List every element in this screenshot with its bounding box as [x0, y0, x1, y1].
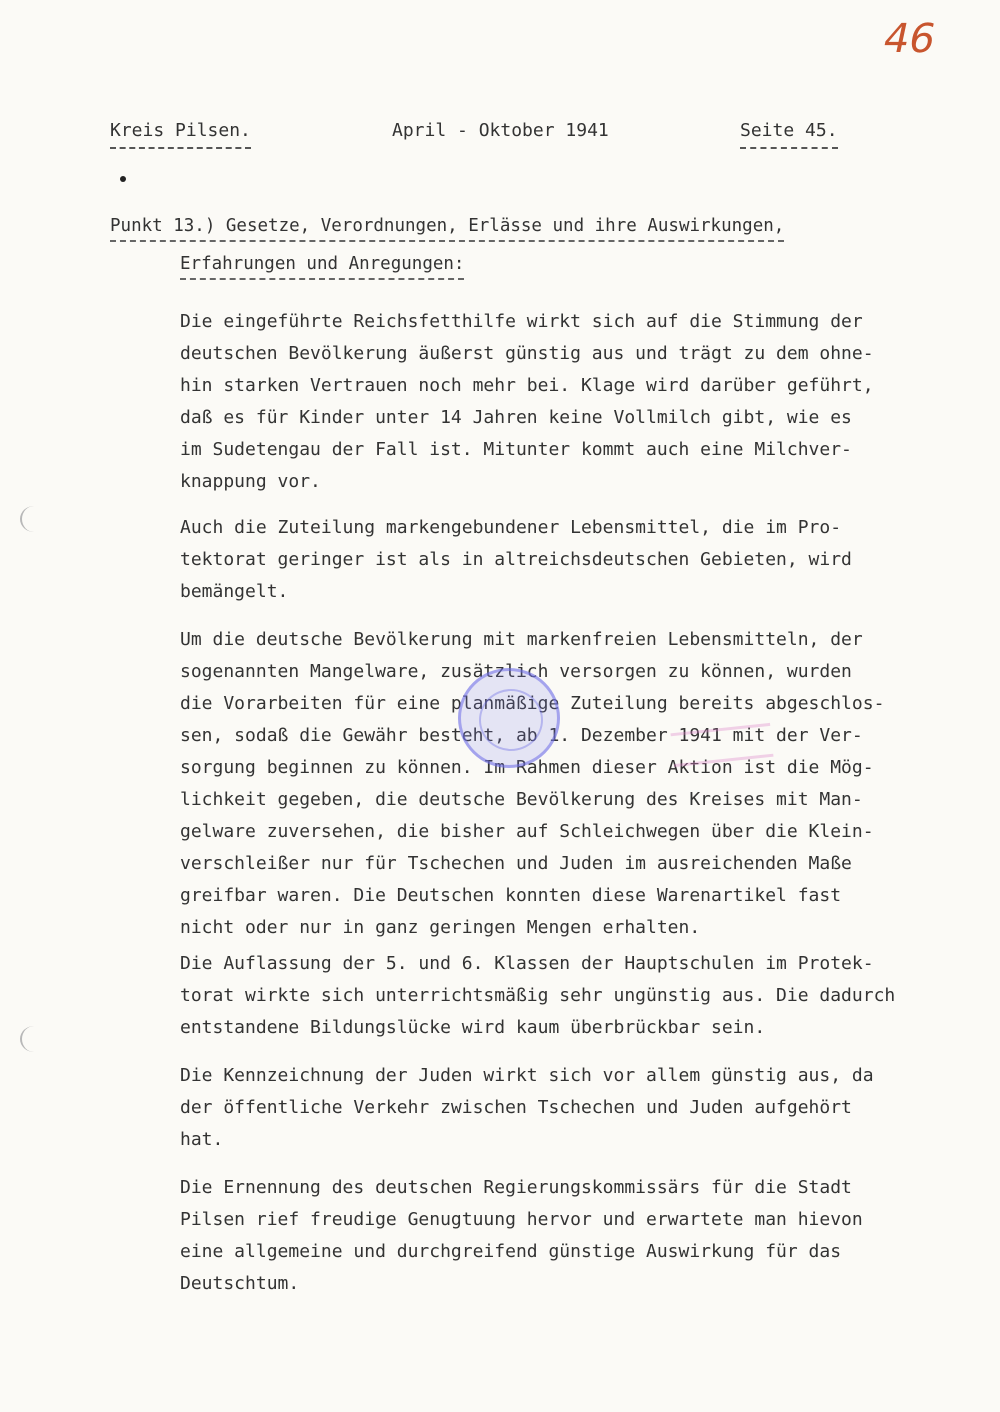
text-line: die Vorarbeiten für eine planmäßige Zuteilung bereits abgeschlos-: [180, 693, 885, 714]
text-line: sorgung beginnen zu können. Im Rahmen dieser Aktion ist die Mög-: [180, 757, 874, 778]
paragraph-zuteilung: [180, 512, 956, 608]
text-line: deutschen Bevölkerung äußerst günstig aus und trägt zu dem ohne-: [180, 343, 874, 364]
paragraph-kennzeichnung: [180, 1060, 956, 1156]
punch-hole-mark: [20, 1026, 48, 1052]
paragraph-regierungskommissaer: [180, 1172, 956, 1300]
header-page: Seite 45.: [740, 120, 838, 149]
text-line: verschleißer nur für Tschechen und Juden im ausreichenden Maße: [180, 853, 852, 874]
text-line: gelware zuversehen, die bisher auf Schleichwegen über die Klein-: [180, 821, 874, 842]
section-heading-line-1: Punkt 13.) Gesetze, Verordnungen, Erlässe und ihre Auswirkungen,: [110, 216, 784, 242]
text-line: knappung vor.: [180, 471, 321, 492]
text-line: Die Ernennung des deutschen Regierungskommissärs für die Stadt: [180, 1177, 852, 1198]
text-line: hin starken Vertrauen noch mehr bei. Klage wird darüber geführt,: [180, 375, 874, 396]
text-line: daß es für Kinder unter 14 Jahren keine Vollmilch gibt, wie es: [180, 407, 852, 428]
text-line: nicht oder nur in ganz geringen Mengen erhalten.: [180, 917, 701, 938]
section-heading-line-2: Erfahrungen und Anregungen:: [180, 254, 464, 280]
header-period: April - Oktober 1941: [392, 120, 609, 141]
text-line: lichkeit gegeben, die deutsche Bevölkerung des Kreises mit Man-: [180, 789, 863, 810]
text-line: Die Kennzeichnung der Juden wirkt sich vor allem günstig aus, da: [180, 1065, 874, 1086]
text-line: hat.: [180, 1129, 224, 1150]
text-line: eine allgemeine und durchgreifend günstige Auswirkung für das: [180, 1241, 842, 1262]
text-line: Auch die Zuteilung markengebundener Lebensmittel, die im Pro-: [180, 517, 842, 538]
text-line: sen, sodaß die Gewähr besteht, ab 1. Dezember 1941 mit der Ver-: [180, 725, 863, 746]
text-line: bemängelt.: [180, 581, 289, 602]
header-district: Kreis Pilsen.: [110, 120, 251, 149]
handwritten-page-number: 46: [879, 16, 940, 62]
bullet-mark: [120, 176, 126, 182]
text-line: Die Auflassung der 5. und 6. Klassen der Hauptschulen im Protek-: [180, 953, 874, 974]
text-line: Um die deutsche Bevölkerung mit markenfreien Lebensmitteln, der: [180, 629, 863, 650]
text-line: Deutschtum.: [180, 1273, 300, 1294]
text-line: sogenannten Mangelware, zusätzlich versorgen zu können, wurden: [180, 661, 852, 682]
punch-hole-mark: [20, 506, 48, 532]
text-line: im Sudetengau der Fall ist. Mitunter kommt auch eine Milchver-: [180, 439, 852, 460]
text-line: entstandene Bildungslücke wird kaum überbrückbar sein.: [180, 1017, 766, 1038]
paragraph-mangelware: [180, 624, 956, 944]
paragraph-hauptschulen: [180, 948, 956, 1044]
text-line: Die eingeführte Reichsfetthilfe wirkt sich auf die Stimmung der: [180, 311, 863, 332]
archive-stamp-blue: [458, 668, 560, 768]
text-line: greifbar waren. Die Deutschen konnten diese Warenartikel fast: [180, 885, 842, 906]
text-line: der öffentliche Verkehr zwischen Tschechen und Juden aufgehört: [180, 1097, 852, 1118]
paragraph-reichsfetthilfe: [180, 306, 956, 498]
text-line: Pilsen rief freudige Genugtuung hervor und erwartete man hievon: [180, 1209, 863, 1230]
text-line: tektorat geringer ist als in altreichsdeutschen Gebieten, wird: [180, 549, 852, 570]
text-line: torat wirkte sich unterrichtsmäßig sehr ungünstig aus. Die dadurch: [180, 985, 896, 1006]
